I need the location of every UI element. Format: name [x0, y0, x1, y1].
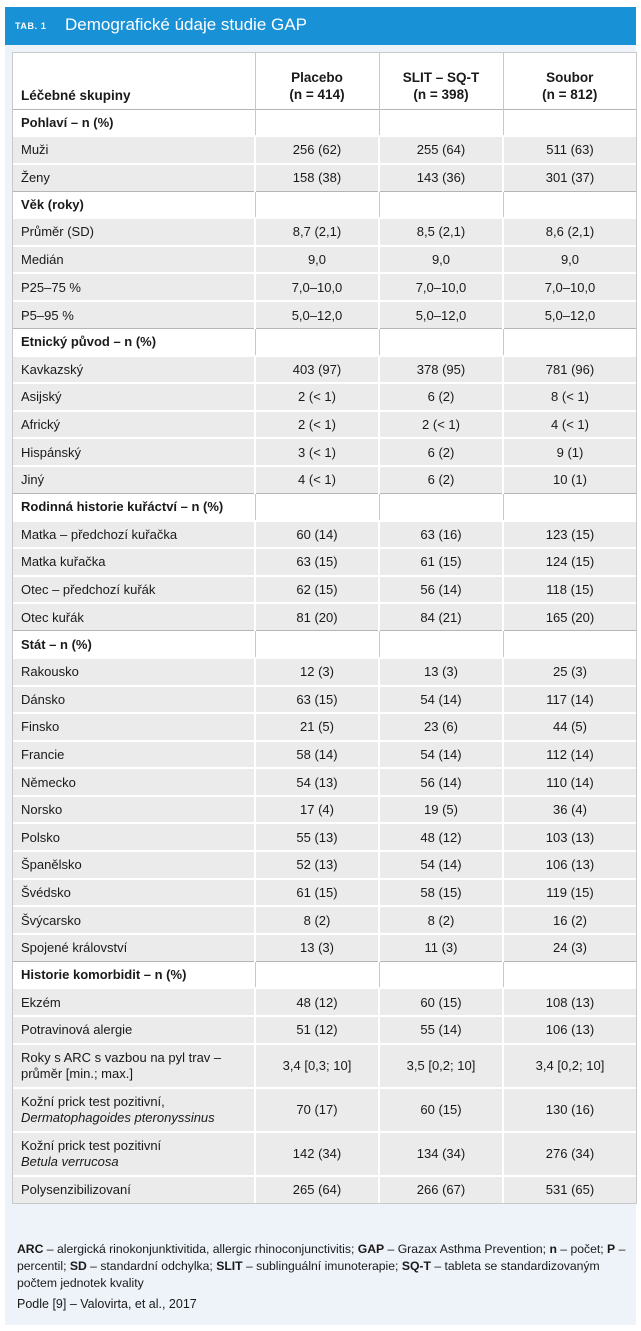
row-label-text: Matka – předchozí kuřačka: [21, 526, 178, 542]
row-label-text: Polysenzibilizovaní: [21, 1182, 131, 1198]
row-label: [13, 796, 255, 824]
row-label-text: Francie: [21, 746, 65, 762]
total-value: 9 (1): [503, 438, 636, 466]
placebo-value: 62 (15): [255, 576, 379, 604]
slit-value: 54 (14): [379, 686, 503, 714]
total-value: 16 (2): [503, 906, 636, 934]
slit-value: 7,0–10,0: [379, 273, 503, 301]
total-value: 118 (15): [503, 576, 636, 604]
row-label-text: Polsko: [21, 829, 61, 845]
table-row: [13, 1088, 636, 1132]
row-label-text: Kožní prick test pozitivní: [21, 1137, 162, 1153]
row-label: [13, 548, 255, 576]
row-label: [13, 164, 255, 192]
row-label: [13, 1132, 255, 1176]
header-placebo-name: Placebo: [291, 69, 343, 85]
row-label-text: Průměr (SD): [21, 224, 94, 240]
header-slit-n: (n = 398): [413, 86, 469, 102]
footnote-abbr: SQ-T: [401, 1259, 431, 1273]
slit-value: 6 (2): [379, 383, 503, 411]
slit-value: 11 (3): [379, 934, 503, 962]
table-row: [13, 768, 636, 796]
section-empty-cell: [255, 631, 379, 658]
table-row: [13, 988, 636, 1016]
section-row: [13, 329, 636, 356]
row-label-text: Spojené království: [21, 940, 128, 956]
placebo-value: 13 (3): [255, 934, 379, 962]
header-groups: Léčebné skupiny: [21, 87, 131, 103]
table-row: [13, 906, 636, 934]
row-label: [13, 768, 255, 796]
header-total: [503, 53, 636, 109]
section-empty-cell: [255, 329, 379, 356]
row-label-text: Asijský: [21, 389, 62, 405]
total-value: 9,0: [503, 246, 636, 274]
placebo-value: 142 (34): [255, 1132, 379, 1176]
row-label: [13, 356, 255, 384]
slit-value: 9,0: [379, 246, 503, 274]
row-label: [13, 741, 255, 769]
table-row: [13, 823, 636, 851]
placebo-value: 403 (97): [255, 356, 379, 384]
section-heading: Stát – n (%): [13, 631, 255, 658]
section-heading: Pohlaví – n (%): [13, 109, 255, 136]
slit-value: 143 (36): [379, 164, 503, 192]
total-value: 10 (1): [503, 466, 636, 494]
total-value: 106 (13): [503, 851, 636, 879]
row-label-text: Kavkazský: [21, 361, 84, 377]
footnote-text: – standardní odchylka;: [86, 1259, 217, 1273]
placebo-value: 17 (4): [255, 796, 379, 824]
row-label-text: Hispánský: [21, 444, 81, 460]
placebo-value: 3,4 [0,3; 10]: [255, 1044, 379, 1088]
table-row: [13, 438, 636, 466]
table-row: [13, 934, 636, 962]
placebo-value: 51 (12): [255, 1016, 379, 1044]
slit-value: 56 (14): [379, 576, 503, 604]
table-row: [13, 796, 636, 824]
slit-value: 3,5 [0,2; 10]: [379, 1044, 503, 1088]
total-value: 112 (14): [503, 741, 636, 769]
row-label-text: Švýcarsko: [21, 912, 81, 928]
slit-value: 134 (34): [379, 1132, 503, 1176]
placebo-value: 256 (62): [255, 136, 379, 164]
row-label-text: Otec – předchozí kuřák: [21, 582, 156, 598]
placebo-value: 9,0: [255, 246, 379, 274]
placebo-value: 70 (17): [255, 1088, 379, 1132]
total-value: 119 (15): [503, 879, 636, 907]
row-label-text: Roky s ARC s vazbou na pyl trav –: [21, 1049, 222, 1065]
slit-value: 61 (15): [379, 548, 503, 576]
row-label: [13, 686, 255, 714]
total-value: 110 (14): [503, 768, 636, 796]
placebo-value: 2 (< 1): [255, 411, 379, 439]
slit-value: 6 (2): [379, 466, 503, 494]
row-label: [13, 1044, 255, 1088]
table-row: [13, 741, 636, 769]
slit-value: 48 (12): [379, 823, 503, 851]
placebo-value: 60 (14): [255, 521, 379, 549]
table-row: [13, 879, 636, 907]
footnote-abbr: GAP: [357, 1242, 385, 1256]
table-row: [13, 686, 636, 714]
table-row: [13, 136, 636, 164]
slit-value: 60 (15): [379, 988, 503, 1016]
row-label: [13, 383, 255, 411]
row-label: [13, 658, 255, 686]
slit-value: 56 (14): [379, 768, 503, 796]
table-row: [13, 356, 636, 384]
section-row: [13, 494, 636, 521]
row-label: [13, 438, 255, 466]
total-value: 3,4 [0,2; 10]: [503, 1044, 636, 1088]
slit-value: 255 (64): [379, 136, 503, 164]
slit-value: 8 (2): [379, 906, 503, 934]
section-empty-cell: [255, 961, 379, 988]
row-label-text: Muži: [21, 142, 49, 158]
total-value: 106 (13): [503, 1016, 636, 1044]
section-row: [13, 191, 636, 218]
row-label-text: Švédsko: [21, 884, 71, 900]
row-label-text: Norsko: [21, 802, 63, 818]
table-row: [13, 218, 636, 246]
row-label-text: Matka kuřačka: [21, 554, 106, 570]
section-empty-cell: [255, 494, 379, 521]
row-label-text: Ženy: [21, 170, 50, 186]
section-empty-cell: [379, 961, 503, 988]
total-value: 123 (15): [503, 521, 636, 549]
slit-value: 54 (14): [379, 851, 503, 879]
slit-value: 54 (14): [379, 741, 503, 769]
row-label: [13, 879, 255, 907]
total-value: 781 (96): [503, 356, 636, 384]
footnote-abbr: ARC: [17, 1242, 44, 1256]
table-row: [13, 246, 636, 274]
total-value: 5,0–12,0: [503, 301, 636, 329]
row-label-text: P5–95 %: [21, 307, 74, 323]
footnote-abbr: n: [549, 1242, 557, 1256]
section-empty-cell: [255, 109, 379, 136]
slit-value: 23 (6): [379, 713, 503, 741]
placebo-value: 61 (15): [255, 879, 379, 907]
footnote-text: – Grazax Asthma Prevention;: [384, 1242, 550, 1256]
slit-value: 6 (2): [379, 438, 503, 466]
row-label: [13, 713, 255, 741]
section-empty-cell: [379, 631, 503, 658]
section-empty-cell: [379, 109, 503, 136]
placebo-value: 7,0–10,0: [255, 273, 379, 301]
row-label-text: Ekzém: [21, 994, 61, 1010]
placebo-value: 48 (12): [255, 988, 379, 1016]
slit-value: 58 (15): [379, 879, 503, 907]
total-value: 103 (13): [503, 823, 636, 851]
row-label: [13, 906, 255, 934]
row-label: [13, 576, 255, 604]
footnote-abbr: P: [607, 1242, 616, 1256]
table-body: [13, 109, 636, 1203]
row-label-text: Jiný: [21, 472, 45, 488]
footnote-text: – percentil;: [17, 1242, 626, 1273]
total-value: 25 (3): [503, 658, 636, 686]
row-label: [13, 988, 255, 1016]
row-label-text: Finsko: [21, 719, 60, 735]
total-value: 531 (65): [503, 1176, 636, 1204]
header-slit: [379, 53, 503, 109]
total-value: 276 (34): [503, 1132, 636, 1176]
slit-value: 84 (21): [379, 603, 503, 631]
table-row: [13, 1176, 636, 1204]
placebo-value: 12 (3): [255, 658, 379, 686]
placebo-value: 5,0–12,0: [255, 301, 379, 329]
section-empty-cell: [503, 631, 636, 658]
placebo-value: 4 (< 1): [255, 466, 379, 494]
placebo-value: 3 (< 1): [255, 438, 379, 466]
placebo-value: 63 (15): [255, 686, 379, 714]
row-label-text: Otec kuřák: [21, 609, 84, 625]
table-header-row: [13, 53, 636, 109]
section-empty-cell: [379, 329, 503, 356]
row-label: [13, 1176, 255, 1204]
row-label-text-2: průměr [min.; max.]: [21, 1065, 133, 1081]
table-row: [13, 851, 636, 879]
section-empty-cell: [379, 494, 503, 521]
section-row: [13, 961, 636, 988]
row-label: [13, 851, 255, 879]
table-row: [13, 521, 636, 549]
table-row: [13, 548, 636, 576]
slit-value: 2 (< 1): [379, 411, 503, 439]
section-heading: Etnický původ – n (%): [13, 329, 255, 356]
total-value: 130 (16): [503, 1088, 636, 1132]
row-label: [13, 246, 255, 274]
demographics-table: [12, 52, 637, 1204]
row-label-text: Potravinová alergie: [21, 1022, 133, 1038]
section-empty-cell: [503, 494, 636, 521]
row-label-text: Africký: [21, 417, 60, 433]
table-row: [13, 658, 636, 686]
footnote-text: – počet;: [556, 1242, 608, 1256]
placebo-value: 52 (13): [255, 851, 379, 879]
row-label-text: Kožní prick test pozitivní,: [21, 1093, 165, 1109]
footnote: [17, 1241, 632, 1292]
total-value: 24 (3): [503, 934, 636, 962]
row-label: [13, 136, 255, 164]
table-row: [13, 383, 636, 411]
row-label: [13, 466, 255, 494]
placebo-value: 58 (14): [255, 741, 379, 769]
total-value: 4 (< 1): [503, 411, 636, 439]
row-label: [13, 823, 255, 851]
row-label-species: Dermatophagoides pteronyssinus: [21, 1109, 215, 1125]
table-tag: TAB. 1: [15, 21, 47, 31]
header-total-n: (n = 812): [542, 86, 598, 102]
header-total-name: Soubor: [546, 69, 594, 85]
table-row: [13, 1044, 636, 1088]
footnote-abbr: SLIT: [216, 1259, 243, 1273]
section-row: [13, 631, 636, 658]
table-row: [13, 466, 636, 494]
placebo-value: 55 (13): [255, 823, 379, 851]
slit-value: 63 (16): [379, 521, 503, 549]
table-row: [13, 164, 636, 192]
placebo-value: 158 (38): [255, 164, 379, 192]
row-label: [13, 301, 255, 329]
slit-value: 8,5 (2,1): [379, 218, 503, 246]
row-label: [13, 1016, 255, 1044]
section-heading: Historie komorbidit – n (%): [13, 961, 255, 988]
section-empty-cell: [255, 191, 379, 218]
table-row: [13, 603, 636, 631]
total-value: 7,0–10,0: [503, 273, 636, 301]
slit-value: 266 (67): [379, 1176, 503, 1204]
total-value: 511 (63): [503, 136, 636, 164]
slit-value: 19 (5): [379, 796, 503, 824]
row-label-text: Rakousko: [21, 664, 79, 680]
header-slit-name: SLIT – SQ-T: [402, 69, 480, 85]
slit-value: 5,0–12,0: [379, 301, 503, 329]
row-label: [13, 411, 255, 439]
placebo-value: 8,7 (2,1): [255, 218, 379, 246]
placebo-value: 63 (15): [255, 548, 379, 576]
row-label-text: P25–75 %: [21, 279, 81, 295]
header-placebo: [255, 53, 379, 109]
total-value: 8 (< 1): [503, 383, 636, 411]
total-value: 124 (15): [503, 548, 636, 576]
table-title: Demografické údaje studie GAP: [65, 15, 307, 34]
row-label: [13, 934, 255, 962]
row-label-text: Německo: [21, 774, 76, 790]
row-label-text: Dánsko: [21, 691, 66, 707]
table-row: [13, 1016, 636, 1044]
row-label: [13, 218, 255, 246]
total-value: 44 (5): [503, 713, 636, 741]
total-value: 117 (14): [503, 686, 636, 714]
section-empty-cell: [503, 329, 636, 356]
slit-value: 60 (15): [379, 1088, 503, 1132]
placebo-value: 81 (20): [255, 603, 379, 631]
placebo-value: 8 (2): [255, 906, 379, 934]
total-value: 8,6 (2,1): [503, 218, 636, 246]
table-row: [13, 713, 636, 741]
row-label: [13, 521, 255, 549]
section-row: [13, 109, 636, 136]
slit-value: 378 (95): [379, 356, 503, 384]
section-empty-cell: [503, 191, 636, 218]
section-heading: Rodinná historie kuřáctví – n (%): [13, 494, 255, 521]
row-label-text: Medián: [21, 252, 64, 268]
placebo-value: 265 (64): [255, 1176, 379, 1204]
placebo-value: 54 (13): [255, 768, 379, 796]
footnote-text: – tableta se standardizovaným počtem jednotek kvality: [17, 1259, 600, 1290]
source-note: Podle [9] – Valovirta, et al., 2017: [17, 1297, 197, 1311]
table-row: [13, 301, 636, 329]
section-empty-cell: [503, 961, 636, 988]
slit-value: 13 (3): [379, 658, 503, 686]
row-label-text: Španělsko: [21, 857, 82, 873]
row-label-species: Betula verrucosa: [21, 1153, 119, 1169]
footnote-abbr: SD: [69, 1259, 87, 1273]
total-value: 301 (37): [503, 164, 636, 192]
total-value: 36 (4): [503, 796, 636, 824]
table-row: [13, 411, 636, 439]
row-label: [13, 603, 255, 631]
placebo-value: 2 (< 1): [255, 383, 379, 411]
footnote-text: – alergická rinokonjunktivitida, allergic rhinoconjunctivitis;: [43, 1242, 358, 1256]
section-heading: Věk (roky): [13, 191, 255, 218]
row-label: [13, 273, 255, 301]
total-value: 108 (13): [503, 988, 636, 1016]
footnote-text: – sublinguální imunoterapie;: [242, 1259, 402, 1273]
section-empty-cell: [379, 191, 503, 218]
table-title-bar: [5, 7, 636, 45]
table-row: [13, 1132, 636, 1176]
slit-value: 55 (14): [379, 1016, 503, 1044]
table-card: [5, 7, 636, 1325]
row-label: [13, 1088, 255, 1132]
placebo-value: 21 (5): [255, 713, 379, 741]
total-value: 165 (20): [503, 603, 636, 631]
table-row: [13, 576, 636, 604]
table-row: [13, 273, 636, 301]
header-placebo-n: (n = 414): [289, 86, 345, 102]
section-empty-cell: [503, 109, 636, 136]
